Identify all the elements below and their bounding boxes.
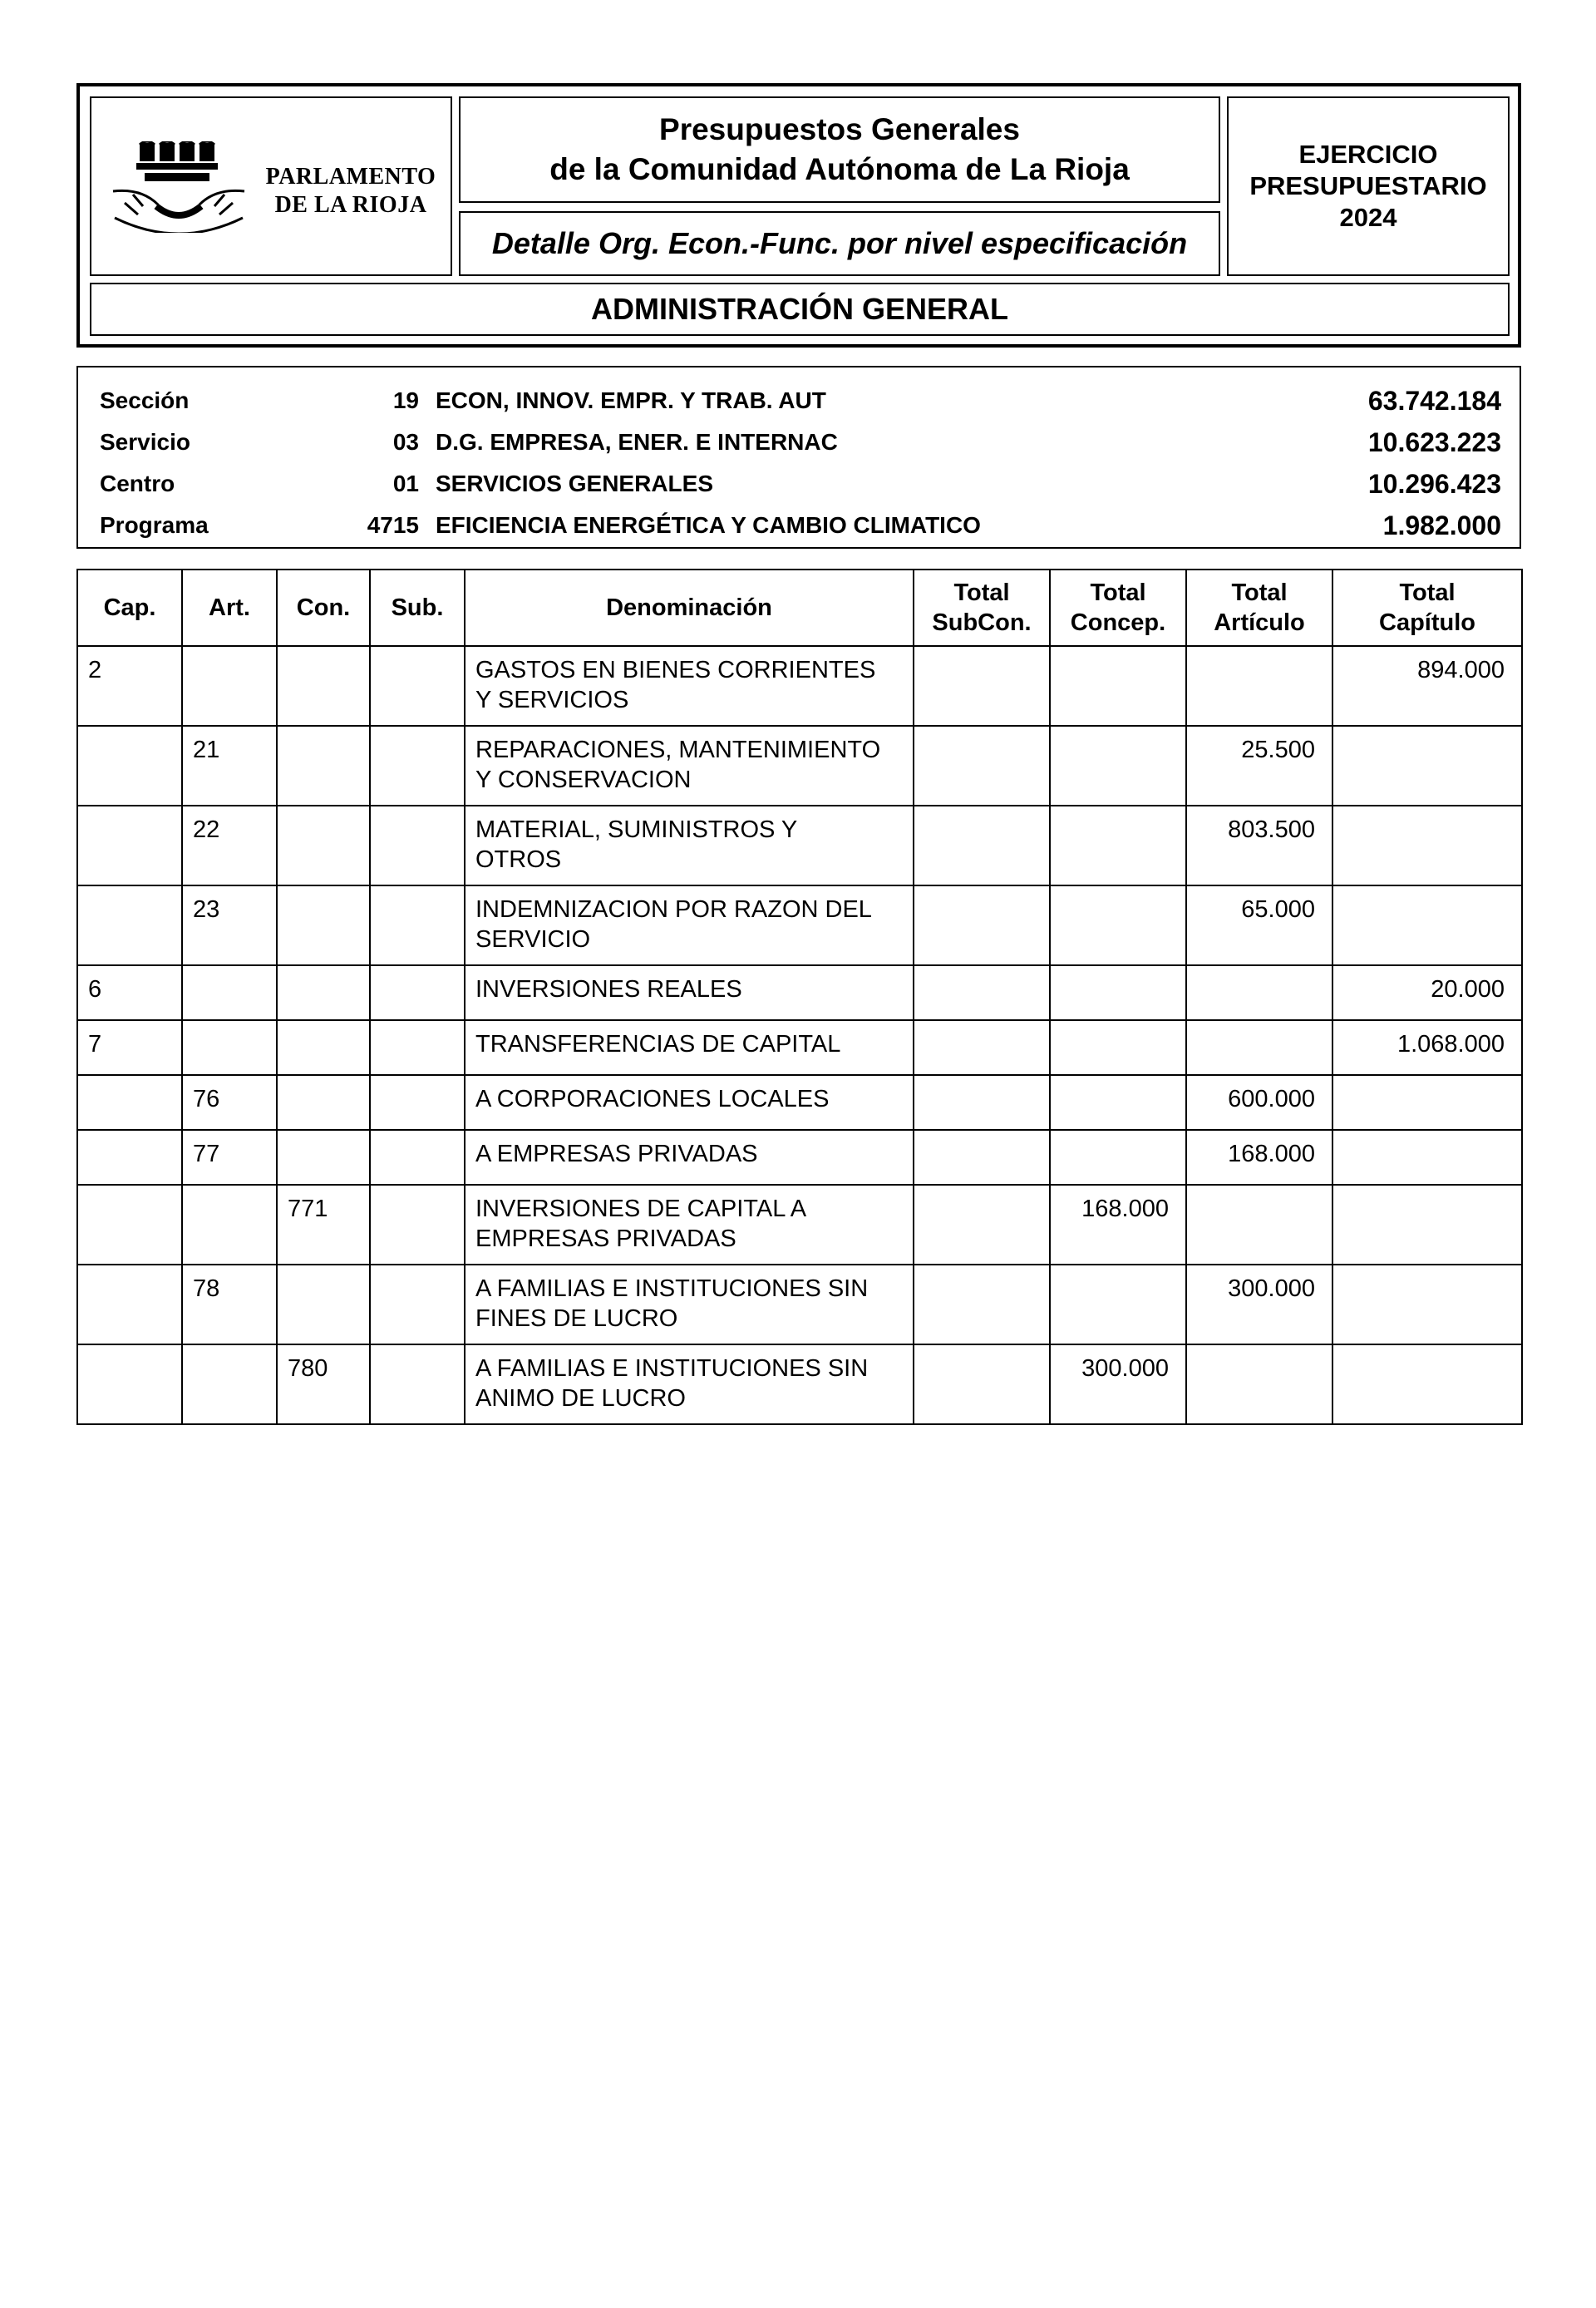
denominacion-line1: INDEMNIZACION POR RAZON DEL (475, 896, 872, 923)
cell-total-concep: 300.000 (1050, 1344, 1186, 1424)
cell-total-capitulo (1332, 806, 1522, 885)
cell-total-subcon (914, 726, 1050, 806)
info-code: 19 (392, 387, 419, 413)
cell-total-subcon (914, 1020, 1050, 1075)
info-total: 10.623.223 (1367, 427, 1501, 457)
cell-total-concep (1050, 1020, 1186, 1075)
cell-total-concep (1050, 1130, 1186, 1185)
cell-total-capitulo (1332, 1265, 1522, 1344)
denominacion-line2: SERVICIO (475, 926, 591, 953)
title-line1: Presupuestos Generales (659, 112, 1020, 146)
cell-denominacion (465, 1020, 914, 1075)
denominacion-line2: Y CONSERVACION (475, 767, 692, 793)
cell-total-capitulo: 1.068.000 (1332, 1020, 1522, 1075)
cell-total-concep (1050, 726, 1186, 806)
cell-total-articulo (1186, 646, 1332, 726)
info-row-servicio (78, 421, 1520, 462)
info-label: Programa (100, 512, 209, 538)
info-total: 63.742.184 (1367, 386, 1501, 416)
administration-title: ADMINISTRACIÓN GENERAL (90, 283, 1510, 336)
cell-con (277, 726, 370, 806)
denominacion-line2: Y SERVICIOS (475, 687, 629, 713)
info-label: Servicio (100, 429, 190, 455)
denominacion-line1: MATERIAL, SUMINISTROS Y (475, 816, 798, 843)
cell-art (182, 1185, 277, 1265)
cell-sub (370, 1344, 465, 1424)
info-row-seccion (78, 379, 1520, 421)
denominacion-line1: A EMPRESAS PRIVADAS (475, 1141, 758, 1167)
cell-con (277, 965, 370, 1020)
cell-con (277, 1075, 370, 1130)
cell-art (182, 1344, 277, 1424)
denominacion-line1: A FAMILIAS E INSTITUCIONES SIN (475, 1275, 869, 1302)
cell-denominacion (465, 965, 914, 1020)
cell-sub (370, 1075, 465, 1130)
cell-denominacion (465, 726, 914, 806)
document-subtitle: Detalle Org. Econ.-Func. por nivel especificación (459, 211, 1220, 276)
cell-total-capitulo (1332, 1130, 1522, 1185)
cell-total-capitulo (1332, 885, 1522, 965)
cell-total-subcon (914, 1130, 1050, 1185)
table-row (77, 726, 1522, 806)
cell-total-articulo: 600.000 (1186, 1075, 1332, 1130)
denominacion-line1: A FAMILIAS E INSTITUCIONES SIN (475, 1355, 869, 1382)
title-line2: de la Comunidad Autónoma de La Rioja (549, 152, 1130, 186)
cell-cap (77, 885, 182, 965)
info-total: 1.982.000 (1382, 510, 1501, 540)
denominacion-line1: INVERSIONES REALES (475, 976, 742, 1003)
cell-sub (370, 1130, 465, 1185)
cell-sub (370, 806, 465, 885)
cell-total-subcon (914, 1344, 1050, 1424)
cell-total-articulo: 803.500 (1186, 806, 1332, 885)
cell-cap: 6 (77, 965, 182, 1020)
cell-total-concep (1050, 806, 1186, 885)
parliament-name-line1: PARLAMENTO (265, 164, 436, 190)
cell-denominacion (465, 1075, 914, 1130)
cell-total-concep (1050, 646, 1186, 726)
cell-sub (370, 646, 465, 726)
info-name: D.G. EMPRESA, ENER. E INTERNAC (436, 429, 838, 455)
table-row (77, 1344, 1522, 1424)
info-label: Sección (100, 387, 190, 413)
cell-art (182, 646, 277, 726)
budget-table (76, 569, 1523, 1425)
table-row (77, 1130, 1522, 1185)
fiscal-year-line2: PRESUPUESTARIO (1249, 171, 1487, 200)
header-art: Art. (182, 570, 277, 646)
denominacion-line1: REPARACIONES, MANTENIMIENTO (475, 737, 881, 763)
cell-con: 771 (277, 1185, 370, 1265)
logo-box (90, 96, 452, 276)
fiscal-year-line1: EJERCICIO (1298, 140, 1438, 169)
cell-total-subcon (914, 885, 1050, 965)
cell-con: 780 (277, 1344, 370, 1424)
cell-sub (370, 1185, 465, 1265)
cell-total-articulo (1186, 1020, 1332, 1075)
cell-con (277, 1130, 370, 1185)
document-title (459, 96, 1220, 203)
cell-total-capitulo: 20.000 (1332, 965, 1522, 1020)
cell-total-articulo (1186, 1185, 1332, 1265)
info-name: SERVICIOS GENERALES (436, 471, 714, 496)
cell-total-capitulo (1332, 1075, 1522, 1130)
cell-art: 76 (182, 1075, 277, 1130)
cell-total-subcon (914, 1265, 1050, 1344)
info-name: EFICIENCIA ENERGÉTICA Y CAMBIO CLIMATICO (436, 512, 981, 538)
cell-cap: 7 (77, 1020, 182, 1075)
cell-total-concep: 168.000 (1050, 1185, 1186, 1265)
info-label: Centro (100, 471, 175, 496)
cell-sub (370, 965, 465, 1020)
cell-total-articulo (1186, 965, 1332, 1020)
cell-sub (370, 885, 465, 965)
cell-total-subcon (914, 965, 1050, 1020)
fiscal-year-value: 2024 (1339, 203, 1397, 232)
cell-total-capitulo: 894.000 (1332, 646, 1522, 726)
denominacion-line1: TRANSFERENCIAS DE CAPITAL (475, 1031, 841, 1058)
table-row (77, 965, 1522, 1020)
cell-denominacion (465, 806, 914, 885)
info-code: 4715 (367, 512, 419, 538)
cell-art: 78 (182, 1265, 277, 1344)
cell-art: 77 (182, 1130, 277, 1185)
info-row-centro (78, 462, 1520, 504)
table-row (77, 1185, 1522, 1265)
cell-denominacion (465, 1344, 914, 1424)
header-con: Con. (277, 570, 370, 646)
parliament-name-line2: DE LA RIOJA (274, 192, 427, 218)
table-row (77, 1020, 1522, 1075)
fiscal-year-box (1227, 96, 1510, 276)
cell-art (182, 965, 277, 1020)
cell-total-capitulo (1332, 1185, 1522, 1265)
header-denominacion: Denominación (465, 570, 914, 646)
table-row (77, 1265, 1522, 1344)
table-row (77, 885, 1522, 965)
header-sub: Sub. (370, 570, 465, 646)
header-cap: Cap. (77, 570, 182, 646)
cell-sub (370, 726, 465, 806)
cell-sub (370, 1020, 465, 1075)
info-total: 10.296.423 (1367, 469, 1501, 499)
table-row (77, 806, 1522, 885)
organization-info (76, 366, 1521, 549)
cell-denominacion (465, 1130, 914, 1185)
denominacion-line1: GASTOS EN BIENES CORRIENTES (475, 657, 876, 683)
cell-denominacion (465, 1185, 914, 1265)
denominacion-line1: INVERSIONES DE CAPITAL A (475, 1196, 807, 1222)
cell-total-articulo: 300.000 (1186, 1265, 1332, 1344)
cell-cap (77, 1265, 182, 1344)
cell-cap (77, 1185, 182, 1265)
cell-art: 21 (182, 726, 277, 806)
table-header-row (77, 570, 1522, 646)
cell-con (277, 646, 370, 726)
document-header (76, 83, 1521, 348)
cell-total-articulo: 168.000 (1186, 1130, 1332, 1185)
cell-total-capitulo (1332, 726, 1522, 806)
cell-total-concep (1050, 965, 1186, 1020)
cell-total-subcon (914, 646, 1050, 726)
cell-sub (370, 1265, 465, 1344)
cell-denominacion (465, 646, 914, 726)
denominacion-line2: FINES DE LUCRO (475, 1305, 678, 1332)
cell-con (277, 1020, 370, 1075)
denominacion-line2: ANIMO DE LUCRO (475, 1385, 686, 1412)
cell-total-concep (1050, 1265, 1186, 1344)
cell-total-subcon (914, 806, 1050, 885)
table-row (77, 646, 1522, 726)
cell-con (277, 885, 370, 965)
cell-con (277, 806, 370, 885)
cell-cap: 2 (77, 646, 182, 726)
cell-total-capitulo (1332, 1344, 1522, 1424)
table-row (77, 1075, 1522, 1130)
cell-art: 22 (182, 806, 277, 885)
cell-total-subcon (914, 1075, 1050, 1130)
cell-total-concep (1050, 885, 1186, 965)
cell-total-concep (1050, 1075, 1186, 1130)
denominacion-line2: OTROS (475, 846, 562, 873)
cell-con (277, 1265, 370, 1344)
cell-total-subcon (914, 1185, 1050, 1265)
info-name: ECON, INNOV. EMPR. Y TRAB. AUT (436, 387, 826, 413)
parliament-name (254, 163, 447, 219)
cell-cap (77, 726, 182, 806)
info-code: 03 (392, 429, 419, 455)
cell-art: 23 (182, 885, 277, 965)
info-code: 01 (392, 471, 419, 496)
cell-cap (77, 806, 182, 885)
cell-total-articulo (1186, 1344, 1332, 1424)
cell-denominacion (465, 1265, 914, 1344)
header-total-concep: Total Concep. (1050, 570, 1186, 646)
info-row-programa (78, 504, 1520, 545)
cell-art (182, 1020, 277, 1075)
cell-cap (77, 1075, 182, 1130)
denominacion-line2: EMPRESAS PRIVADAS (475, 1226, 736, 1252)
cell-total-articulo: 25.500 (1186, 726, 1332, 806)
header-total-capitulo: Total Capítulo (1332, 570, 1522, 646)
header-total-subcon: Total SubCon. (914, 570, 1050, 646)
cell-denominacion (465, 885, 914, 965)
cell-cap (77, 1344, 182, 1424)
cell-total-articulo: 65.000 (1186, 885, 1332, 965)
header-total-articulo: Total Artículo (1186, 570, 1332, 646)
parliament-emblem-icon (108, 141, 249, 233)
denominacion-line1: A CORPORACIONES LOCALES (475, 1086, 830, 1112)
cell-cap (77, 1130, 182, 1185)
